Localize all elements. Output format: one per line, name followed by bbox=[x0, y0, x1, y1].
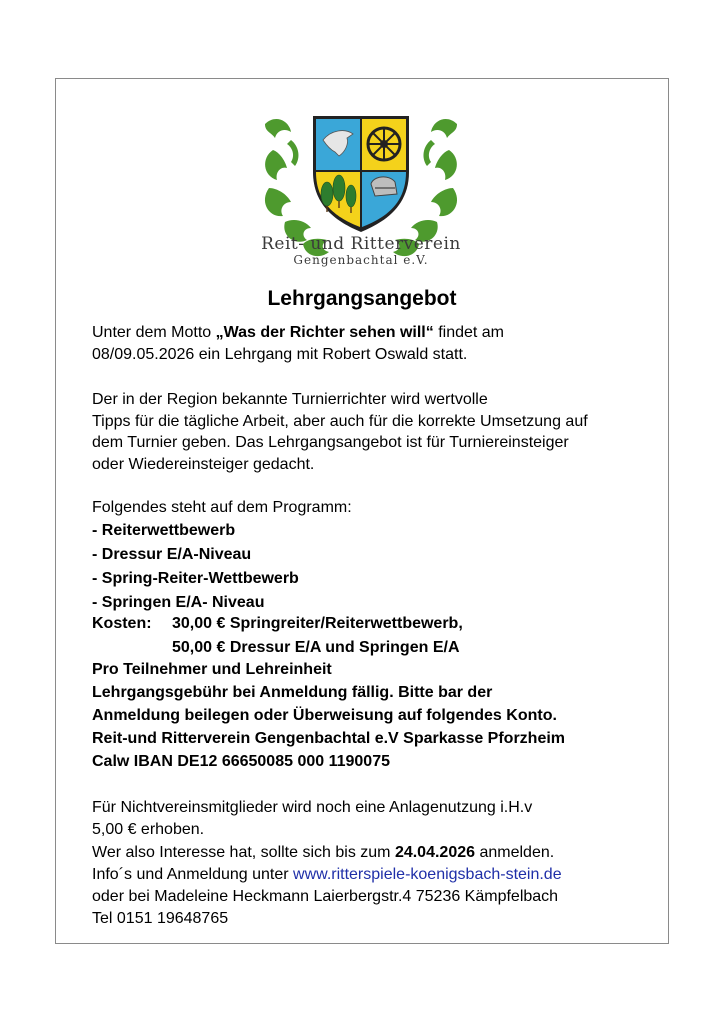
motto: „Was der Richter sehen will“ bbox=[215, 324, 434, 341]
costs-line-2: 50,00 € Dressur E/A und Springen E/A bbox=[172, 639, 460, 656]
deadline-date: 24.04.2026 bbox=[394, 844, 476, 861]
intro-text-end: findet am bbox=[433, 324, 505, 341]
costs-line-1: 30,00 € Springreiter/Reiterwettbewerb, bbox=[172, 615, 463, 632]
paragraph-line-1: Der in der Region bekannte Turnierrichter wird wertvolle bbox=[92, 391, 488, 408]
footer-phone: Tel 0151 19648765 bbox=[92, 910, 229, 927]
footer-line-1: Für Nichtvereinsmitglieder wird noch eine Anlagenutzung i.H.v bbox=[92, 799, 533, 816]
document-title: Lehrgangsangebot bbox=[267, 287, 457, 310]
footer-line-3 bbox=[92, 843, 554, 863]
intro-line-2: 08/09.05.2026 ein Lehrgang mit Robert Oswald statt. bbox=[92, 346, 468, 363]
paragraph-line-2: Tipps für die tägliche Arbeit, aber auch für die korrekte Umsetzung auf bbox=[92, 413, 588, 430]
costs-per: Pro Teilnehmer und Lehreinheit bbox=[92, 661, 332, 678]
intro-text: Unter dem Motto bbox=[92, 324, 216, 341]
fee-line-1: Lehrgangsgebühr bei Anmeldung fällig. Bitte bar der bbox=[92, 684, 493, 701]
program-item-3: - Spring-Reiter-Wettbewerb bbox=[92, 570, 299, 587]
footer-line-4 bbox=[92, 865, 562, 885]
paragraph-line-4: oder Wiedereinsteiger gedacht. bbox=[92, 456, 315, 473]
fee-line-4-iban: Calw IBAN DE12 66650085 000 1190075 bbox=[92, 753, 390, 770]
paragraph-line-3: dem Turnier geben. Das Lehrgangsangebot ist für Turniereinsteiger bbox=[92, 434, 569, 451]
deadline-text: Wer also Interesse hat, sollte sich bis zum bbox=[92, 844, 395, 861]
footer-line-5: oder bei Madeleine Heckmann Laierbergstr.4 75236 Kämpfelbach bbox=[92, 888, 559, 905]
program-item-4: - Springen E/A- Niveau bbox=[92, 594, 265, 611]
deadline-text-end: anmelden. bbox=[475, 844, 555, 861]
website-link[interactable]: www.ritterspiele-koenigsbach-stein.de bbox=[293, 866, 562, 883]
fee-line-3: Reit-und Ritterverein Gengenbachtal e.V Sparkasse Pforzheim bbox=[92, 730, 566, 747]
club-name-line1: Reit- und Ritterverein bbox=[261, 234, 461, 254]
program-item-1: - Reiterwettbewerb bbox=[92, 522, 236, 539]
costs-label: Kosten: bbox=[92, 615, 152, 632]
program-heading: Folgendes steht auf dem Programm: bbox=[92, 499, 352, 516]
program-item-2: - Dressur E/A-Niveau bbox=[92, 546, 252, 563]
footer-line-2: 5,00 € erhoben. bbox=[92, 821, 205, 838]
club-name-line2: Gengenbachtal e.V. bbox=[293, 253, 429, 267]
fee-line-2: Anmeldung beilegen oder Überweisung auf folgendes Konto. bbox=[92, 707, 557, 724]
intro-line-1 bbox=[92, 323, 504, 343]
info-text: Info´s und Anmeldung unter bbox=[92, 866, 294, 883]
